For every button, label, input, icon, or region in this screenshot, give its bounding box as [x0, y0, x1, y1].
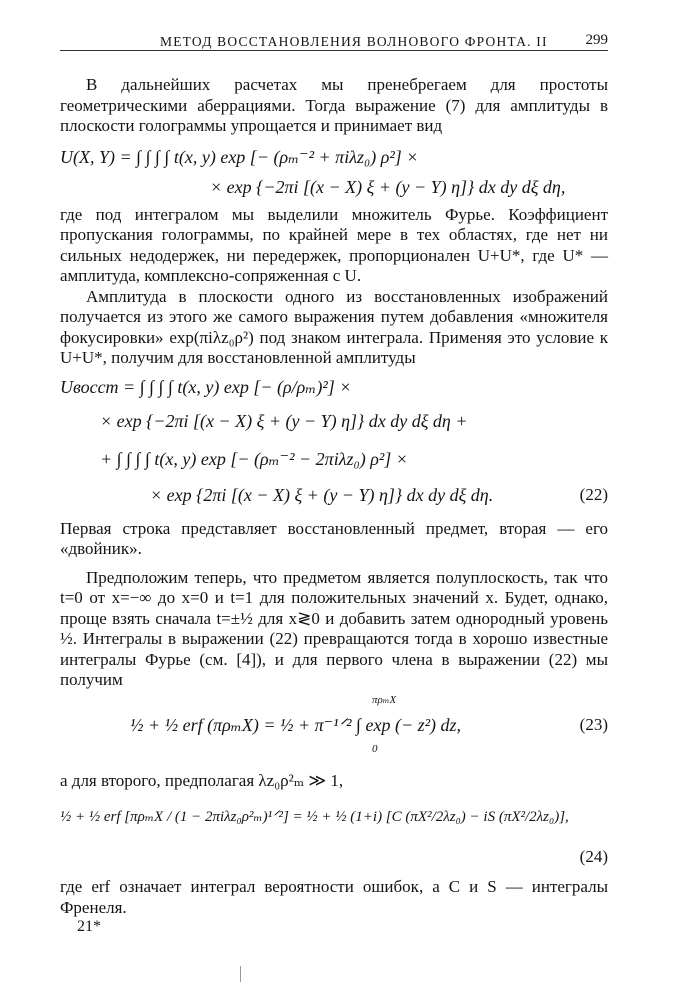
- paragraph-2: где под интегралом мы выделили множитель Фурье. Коэффициент пропускания голограммы, по крайней мере в тех областях, где нет ни сильных недодержек, ни передержек, пропорционален U+U*, где U* — амплитуда, комплексно-сопряженная с U.: [60, 204, 608, 285]
- equation-22-line-2: × exp {−2πi [(x − X) ξ + (y − Y) η]} dx dy dξ dη +: [100, 410, 468, 431]
- page: [60, 28, 608, 918]
- signature-mark: 21*: [77, 918, 101, 935]
- running-title: МЕТОД ВОССТАНОВЛЕНИЯ ВОЛНОВОГО ФРОНТА. II: [160, 34, 548, 49]
- equation-23: [60, 691, 608, 767]
- equation-22-line-4: × exp {2πi [(x − X) ξ + (y − Y) η]} dx dy dξ dη.: [150, 484, 494, 505]
- equation-23-body: ½ + ½ erf (πρₘX) = ½ + π⁻¹ᐟ² ∫ exp (− z²) dz,: [130, 714, 461, 735]
- equation-24-body: ½ + ½ erf [πρₘX / (1 − 2πiλz₀ρ²ₘ)¹ᐟ²] = ½ + ½ (1+i) [C (πX²/2λz₀) − iS (πX²/2λz₀)],: [60, 809, 569, 825]
- page-number: 299: [585, 32, 608, 48]
- paragraph-7: где erf означает интеграл вероятности ошибок, а C и S — интегралы Френеля.: [60, 877, 608, 917]
- paragraph-6: а для второго, предполагая λz₀ρ²ₘ ≫ 1,: [60, 770, 344, 790]
- paragraph-1: В дальнейших расчетах мы пренебрегаем для простоты геометрическими аберрациями. Тогда выражение (7) для амплитуды в плоскости голограммы упрощается и принимает вид: [60, 75, 608, 135]
- equation-22-number: (22): [579, 484, 608, 504]
- paragraph-3: Амплитуда в плоскости одного из восстановленных изображений получается из этого же самого выражения путем добавления «множителя фокусировки» exp(πiλz₀ρ²) под знаком интеграла. Применяя это условие к U+U*, получим для восстановленной амплитуды: [60, 286, 608, 367]
- equation-1-line-1: U(X, Y) = ∫ ∫ ∫ ∫ t(x, y) exp [− (ρₘ⁻² + πiλz₀) ρ²] ×: [60, 146, 419, 167]
- equation-23-number: (23): [579, 714, 608, 734]
- paragraph-4: Первая строка представляет восстановленный предмет, вторая — его «двойник».: [60, 518, 608, 558]
- equation-1: [60, 137, 608, 205]
- running-header: [60, 28, 608, 51]
- equation-23-lower-limit: 0: [372, 742, 378, 755]
- equation-24: [60, 791, 608, 877]
- equation-1-line-2: × exp {−2πi [(x − X) ξ + (y − Y) η]} dx dy dξ dη,: [210, 176, 566, 197]
- equation-22: [60, 369, 608, 519]
- page-tick-mark: [240, 966, 241, 982]
- equation-22-line-3: + ∫ ∫ ∫ ∫ t(x, y) exp [− (ρₘ⁻² − 2πiλz₀) ρ²] ×: [100, 448, 408, 469]
- equation-23-upper-limit: πρₘX: [372, 693, 397, 706]
- equation-24-number: (24): [579, 847, 608, 866]
- paragraph-5: Предположим теперь, что предметом является полуплоскость, так что t=0 от x=−∞ до x=0 и t=1 для положительных значений x. Будет, однако, проще взять сначала t=±½ для x≷0 и добавить затем однородный уровень ½. Интегралы в выражении (22) превращаются тогда в хорошо известные интегралы Фурье (см. [4]), и для первого члена в выражении (22) мы получим: [60, 567, 608, 689]
- equation-22-line-1: Uвосст = ∫ ∫ ∫ ∫ t(x, y) exp [− (ρ/ρₘ)²] ×: [60, 376, 352, 397]
